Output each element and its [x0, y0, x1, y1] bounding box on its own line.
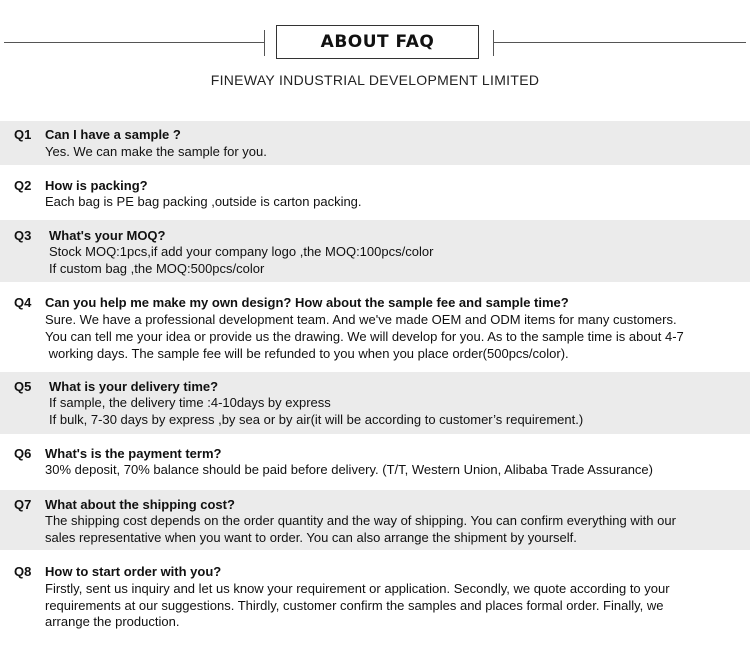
faq-item-q1: [0, 121, 750, 165]
question-number: Q5: [14, 379, 32, 394]
question-number: Q1: [14, 127, 32, 142]
question-number: Q4: [14, 295, 32, 310]
answer-line: sales representative when you want to order. You can also arrange the shipment by yourself.: [45, 530, 577, 545]
header-tick-left: [264, 30, 265, 56]
question-text: How to start order with you?: [45, 564, 222, 579]
answer-line: You can tell me your idea or provide us the drawing. We will develop for you. As to the sample time is about 4-7: [45, 329, 684, 344]
faq-item-q2: [0, 172, 750, 216]
question-text: What's is the payment term?: [45, 446, 222, 461]
question-number: Q2: [14, 178, 32, 193]
answer-line: 30% deposit, 70% balance should be paid before delivery. (T/T, Western Union, Alibaba Trade Assurance): [45, 462, 653, 477]
answer-line: Stock MOQ:1pcs,if add your company logo ,the MOQ:100pcs/color: [49, 244, 434, 259]
faq-item-q6: [0, 440, 750, 484]
answer-line: Sure. We have a professional development team. And we've made OEM and ODM items for many customers.: [45, 312, 677, 327]
answer-line: If bulk, 7-30 days by express ,by sea or by air(it will be according to customer’s requirement.): [49, 412, 584, 427]
question-number: Q8: [14, 564, 32, 579]
question-text: Can you help me make my own design? How about the sample fee and sample time?: [45, 295, 569, 310]
question-text: How is packing?: [45, 178, 148, 193]
answer-line: Firstly, sent us inquiry and let us know your requirement or application. Secondly, we quote according to your: [45, 581, 670, 596]
header-tick-right: [493, 30, 494, 56]
question-number: Q6: [14, 446, 32, 461]
faq-item-q3: [0, 220, 750, 282]
answer-line: requirements at our suggestions. Thirdly, customer confirm the samples and places formal order. Finally, we: [45, 598, 664, 613]
question-number: Q7: [14, 497, 32, 512]
answer-line: working days. The sample fee will be refunded to you when you place order(500pcs/color).: [45, 346, 569, 361]
header-rule-left: [4, 42, 264, 43]
faq-item-q8: [0, 557, 750, 637]
answer-line: If sample, the delivery time :4-10days by express: [49, 395, 331, 410]
question-text: What about the shipping cost?: [45, 497, 235, 512]
question-text: Can I have a sample ?: [45, 127, 181, 142]
answer-line: Each bag is PE bag packing ,outside is carton packing.: [45, 194, 362, 209]
faq-item-q5: [0, 372, 750, 434]
faq-item-q4: [0, 287, 750, 367]
header-rule-right: [494, 42, 746, 43]
faq-item-q7: [0, 490, 750, 550]
answer-line: The shipping cost depends on the order quantity and the way of shipping. You can confirm everything with our: [45, 513, 676, 528]
company-name: FINEWAY INDUSTRIAL DEVELOPMENT LIMITED: [210, 72, 540, 88]
answer-line: arrange the production.: [45, 614, 180, 629]
answer-line: Yes. We can make the sample for you.: [45, 144, 267, 159]
page-title: ABOUT FAQ: [276, 25, 479, 59]
question-text: What is your delivery time?: [49, 379, 219, 394]
question-number: Q3: [14, 228, 32, 243]
answer-line: If custom bag ,the MOQ:500pcs/color: [49, 261, 265, 276]
question-text: What's your MOQ?: [49, 228, 166, 243]
